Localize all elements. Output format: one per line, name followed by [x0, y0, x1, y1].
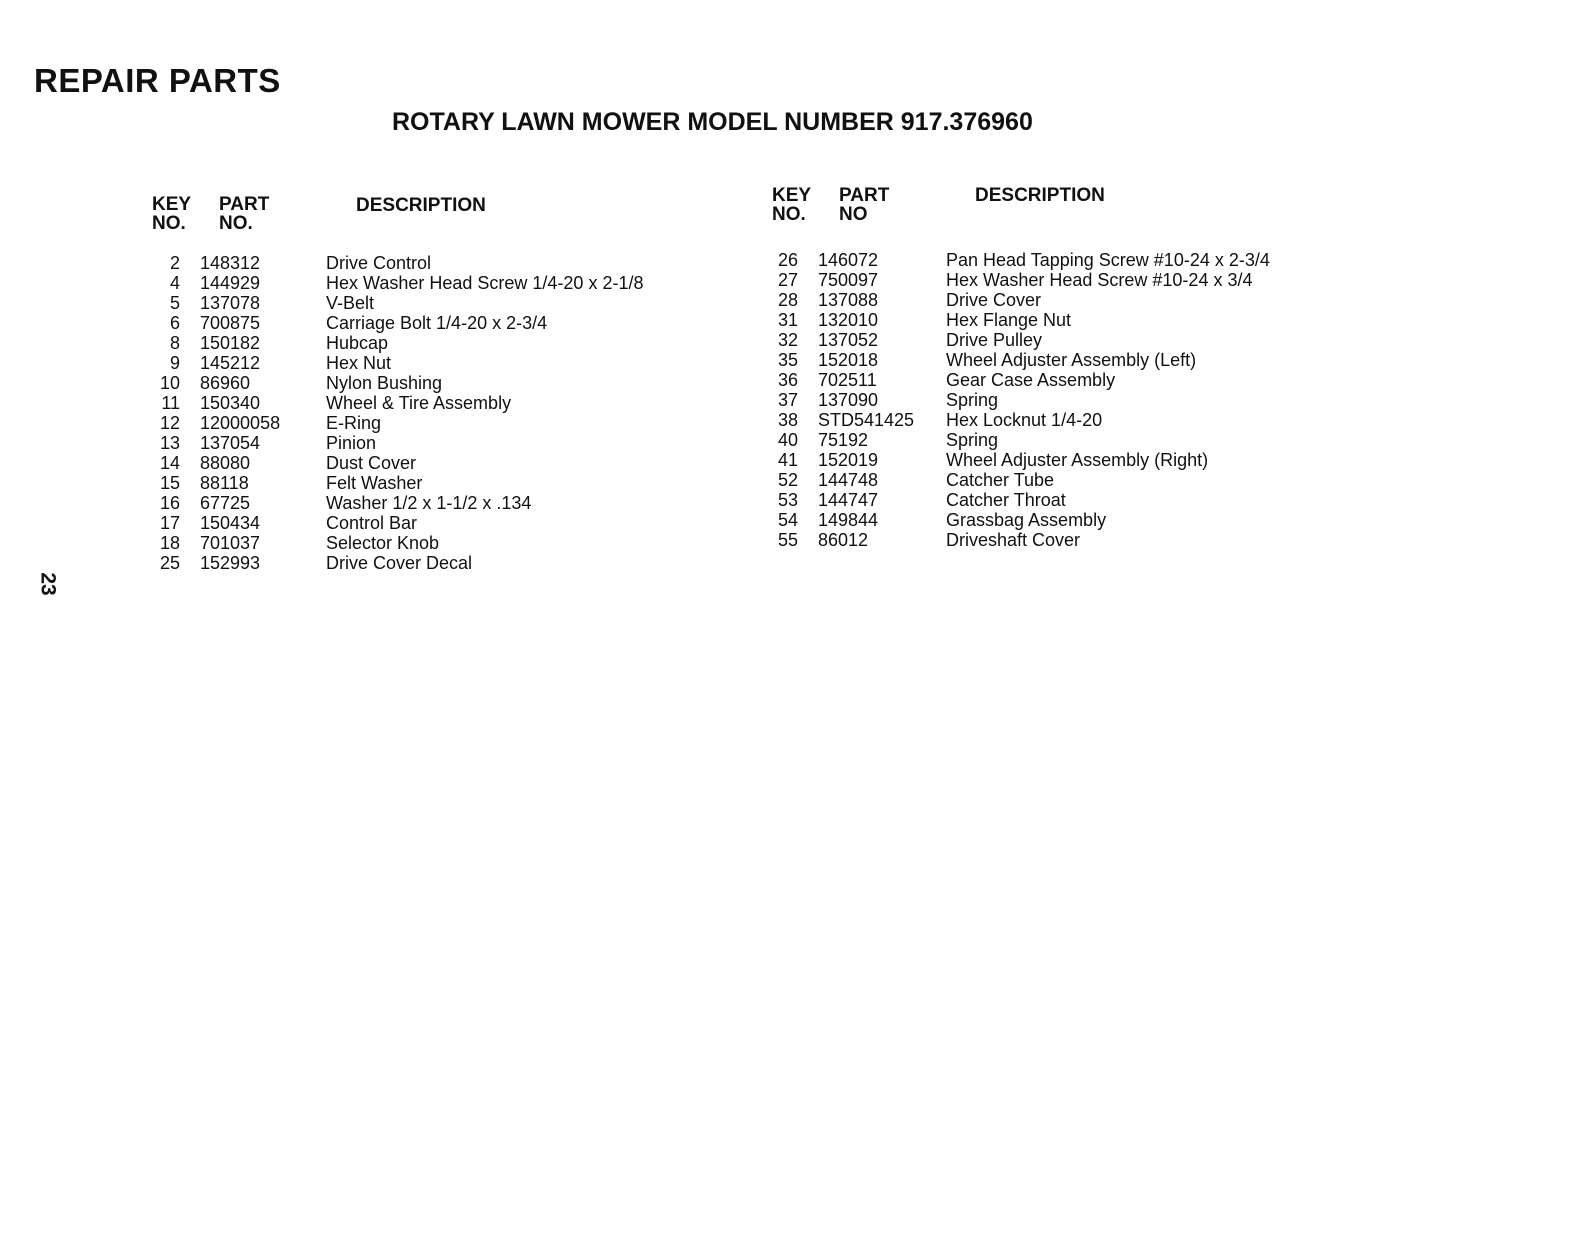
- key-no-cell: 25: [159, 553, 180, 573]
- description-cell: Pinion: [326, 433, 377, 453]
- part-no-cell: 88118: [200, 473, 249, 493]
- key-no-cell: 32: [777, 330, 798, 350]
- description-cell: Hex Nut: [326, 353, 392, 373]
- table-row: [0, 270, 1585, 290]
- description-cell: Wheel Adjuster Assembly (Right): [946, 450, 1209, 470]
- description-cell: Drive Control: [326, 253, 432, 273]
- description-cell: Drive Cover: [946, 290, 1042, 310]
- description-cell: Gear Case Assembly: [946, 370, 1116, 390]
- column-header-part-line1: PART: [219, 194, 270, 215]
- table-row: [0, 410, 1585, 430]
- key-no-cell: 17: [159, 513, 180, 533]
- part-no-cell: 152019: [818, 450, 879, 470]
- table-row: [0, 430, 1585, 450]
- part-no-cell: 86012: [818, 530, 869, 550]
- part-no-cell: 150182: [200, 333, 261, 353]
- table-row: [0, 350, 1585, 370]
- column-header-key-line2: NO.: [152, 213, 186, 234]
- description-cell: Hex Locknut 1/4-20: [946, 410, 1103, 430]
- description-cell: E-Ring: [326, 413, 382, 433]
- part-no-cell: 700875: [200, 313, 261, 333]
- key-no-cell: 2: [169, 253, 180, 273]
- table-row: [0, 330, 1585, 350]
- key-no-cell: 26: [777, 250, 798, 270]
- table-row: [0, 530, 1585, 550]
- part-no-cell: 137088: [818, 290, 879, 310]
- part-no-cell: 150340: [200, 393, 261, 413]
- key-no-cell: 27: [777, 270, 798, 290]
- column-header-key-no: [772, 186, 811, 224]
- part-no-cell: 701037: [200, 533, 261, 553]
- part-no-cell: 144747: [818, 490, 879, 510]
- part-no-cell: 144748: [818, 470, 879, 490]
- part-no-cell: 150434: [200, 513, 261, 533]
- table-row: [0, 290, 1585, 310]
- part-no-cell: 137078: [200, 293, 261, 313]
- key-no-cell: 12: [159, 413, 180, 433]
- key-no-cell: 4: [169, 273, 180, 293]
- part-no-cell: 137054: [200, 433, 261, 453]
- part-no-cell: 750097: [818, 270, 879, 290]
- description-cell: V-Belt: [326, 293, 375, 313]
- key-no-cell: 15: [159, 473, 180, 493]
- key-no-cell: 31: [777, 310, 798, 330]
- parts-table-right: [0, 0, 1585, 600]
- key-no-cell: 36: [777, 370, 798, 390]
- description-cell: Pan Head Tapping Screw #10-24 x 2-3/4: [946, 250, 1270, 270]
- table-row: [0, 390, 1585, 410]
- key-no-cell: 28: [777, 290, 798, 310]
- key-no-cell: 6: [169, 313, 180, 333]
- part-no-cell: 88080: [200, 453, 251, 473]
- part-no-cell: 148312: [200, 253, 261, 273]
- part-no-cell: 145212: [200, 353, 261, 373]
- description-cell: Catcher Throat: [946, 490, 1066, 510]
- description-cell: Hex Flange Nut: [946, 310, 1072, 330]
- model-number-title: ROTARY LAWN MOWER MODEL NUMBER 917.376960: [392, 108, 1033, 136]
- part-no-cell: 149844: [818, 510, 879, 530]
- part-no-cell: 86960: [200, 373, 251, 393]
- key-no-cell: 11: [161, 393, 180, 413]
- part-no-cell: 137090: [818, 390, 879, 410]
- description-cell: Hubcap: [326, 333, 389, 353]
- key-no-cell: 53: [777, 490, 798, 510]
- description-cell: Wheel Adjuster Assembly (Left): [946, 350, 1197, 370]
- description-cell: Spring: [946, 390, 999, 410]
- description-cell: Dust Cover: [326, 453, 417, 473]
- description-cell: Drive Pulley: [946, 330, 1043, 350]
- key-no-cell: 38: [777, 410, 798, 430]
- key-no-cell: 5: [169, 293, 180, 313]
- key-no-cell: 10: [159, 373, 180, 393]
- part-no-cell: 152993: [200, 553, 261, 573]
- description-cell: Selector Knob: [326, 533, 440, 553]
- part-no-cell: STD541425: [818, 410, 915, 430]
- description-cell: Driveshaft Cover: [946, 530, 1081, 550]
- key-no-cell: 18: [159, 533, 180, 553]
- table-row: [0, 490, 1585, 510]
- description-cell: Felt Washer: [326, 473, 423, 493]
- table-row: [0, 470, 1585, 490]
- column-header-key-line1: KEY: [152, 194, 192, 215]
- key-no-cell: 8: [169, 333, 180, 353]
- table-row: [0, 250, 1585, 270]
- description-cell: Catcher Tube: [946, 470, 1055, 490]
- section-title: REPAIR PARTS: [34, 62, 281, 99]
- key-no-cell: 16: [159, 493, 180, 513]
- description-cell: Hex Washer Head Screw 1/4-20 x 2-1/8: [326, 273, 644, 293]
- table-row: [0, 310, 1585, 330]
- description-cell: Washer 1/2 x 1-1/2 x .134: [326, 493, 532, 513]
- part-no-cell: 132010: [818, 310, 879, 330]
- column-header-key-line2: NO.: [772, 204, 806, 225]
- description-cell: Grassbag Assembly: [946, 510, 1107, 530]
- key-no-cell: 41: [777, 450, 798, 470]
- key-no-cell: 37: [777, 390, 798, 410]
- part-no-cell: 137052: [818, 330, 879, 350]
- part-no-cell: 146072: [818, 250, 879, 270]
- key-no-cell: 52: [777, 470, 798, 490]
- table-row: [0, 450, 1585, 470]
- description-cell: Carriage Bolt 1/4-20 x 2-3/4: [326, 313, 548, 333]
- key-no-cell: 40: [777, 430, 798, 450]
- column-header-part-no: [839, 186, 889, 224]
- column-header-description: DESCRIPTION: [975, 185, 1105, 206]
- column-header-key-line1: KEY: [772, 185, 812, 206]
- part-no-cell: 12000058: [200, 413, 281, 433]
- description-cell: Control Bar: [326, 513, 418, 533]
- part-no-cell: 152018: [818, 350, 879, 370]
- key-no-cell: 35: [777, 350, 798, 370]
- part-no-cell: 67725: [200, 493, 251, 513]
- description-cell: Hex Washer Head Screw #10-24 x 3/4: [946, 270, 1253, 290]
- description-cell: Wheel & Tire Assembly: [326, 393, 512, 413]
- key-no-cell: 54: [777, 510, 798, 530]
- page-number: 23: [36, 572, 60, 596]
- column-header-part-line2: NO.: [219, 213, 253, 234]
- part-no-cell: 702511: [818, 370, 877, 390]
- column-header-part-line2: NO: [839, 204, 868, 225]
- table-row: [0, 510, 1585, 530]
- description-cell: Spring: [946, 430, 999, 450]
- key-no-cell: 14: [159, 453, 180, 473]
- description-cell: Nylon Bushing: [326, 373, 443, 393]
- key-no-cell: 13: [159, 433, 180, 453]
- part-no-cell: 75192: [818, 430, 869, 450]
- key-no-cell: 9: [169, 353, 180, 373]
- column-header-part-line1: PART: [839, 185, 890, 206]
- description-cell: Drive Cover Decal: [326, 553, 473, 573]
- table-row: [0, 370, 1585, 390]
- key-no-cell: 55: [777, 530, 798, 550]
- part-no-cell: 144929: [200, 273, 261, 293]
- column-header-description: DESCRIPTION: [356, 195, 486, 216]
